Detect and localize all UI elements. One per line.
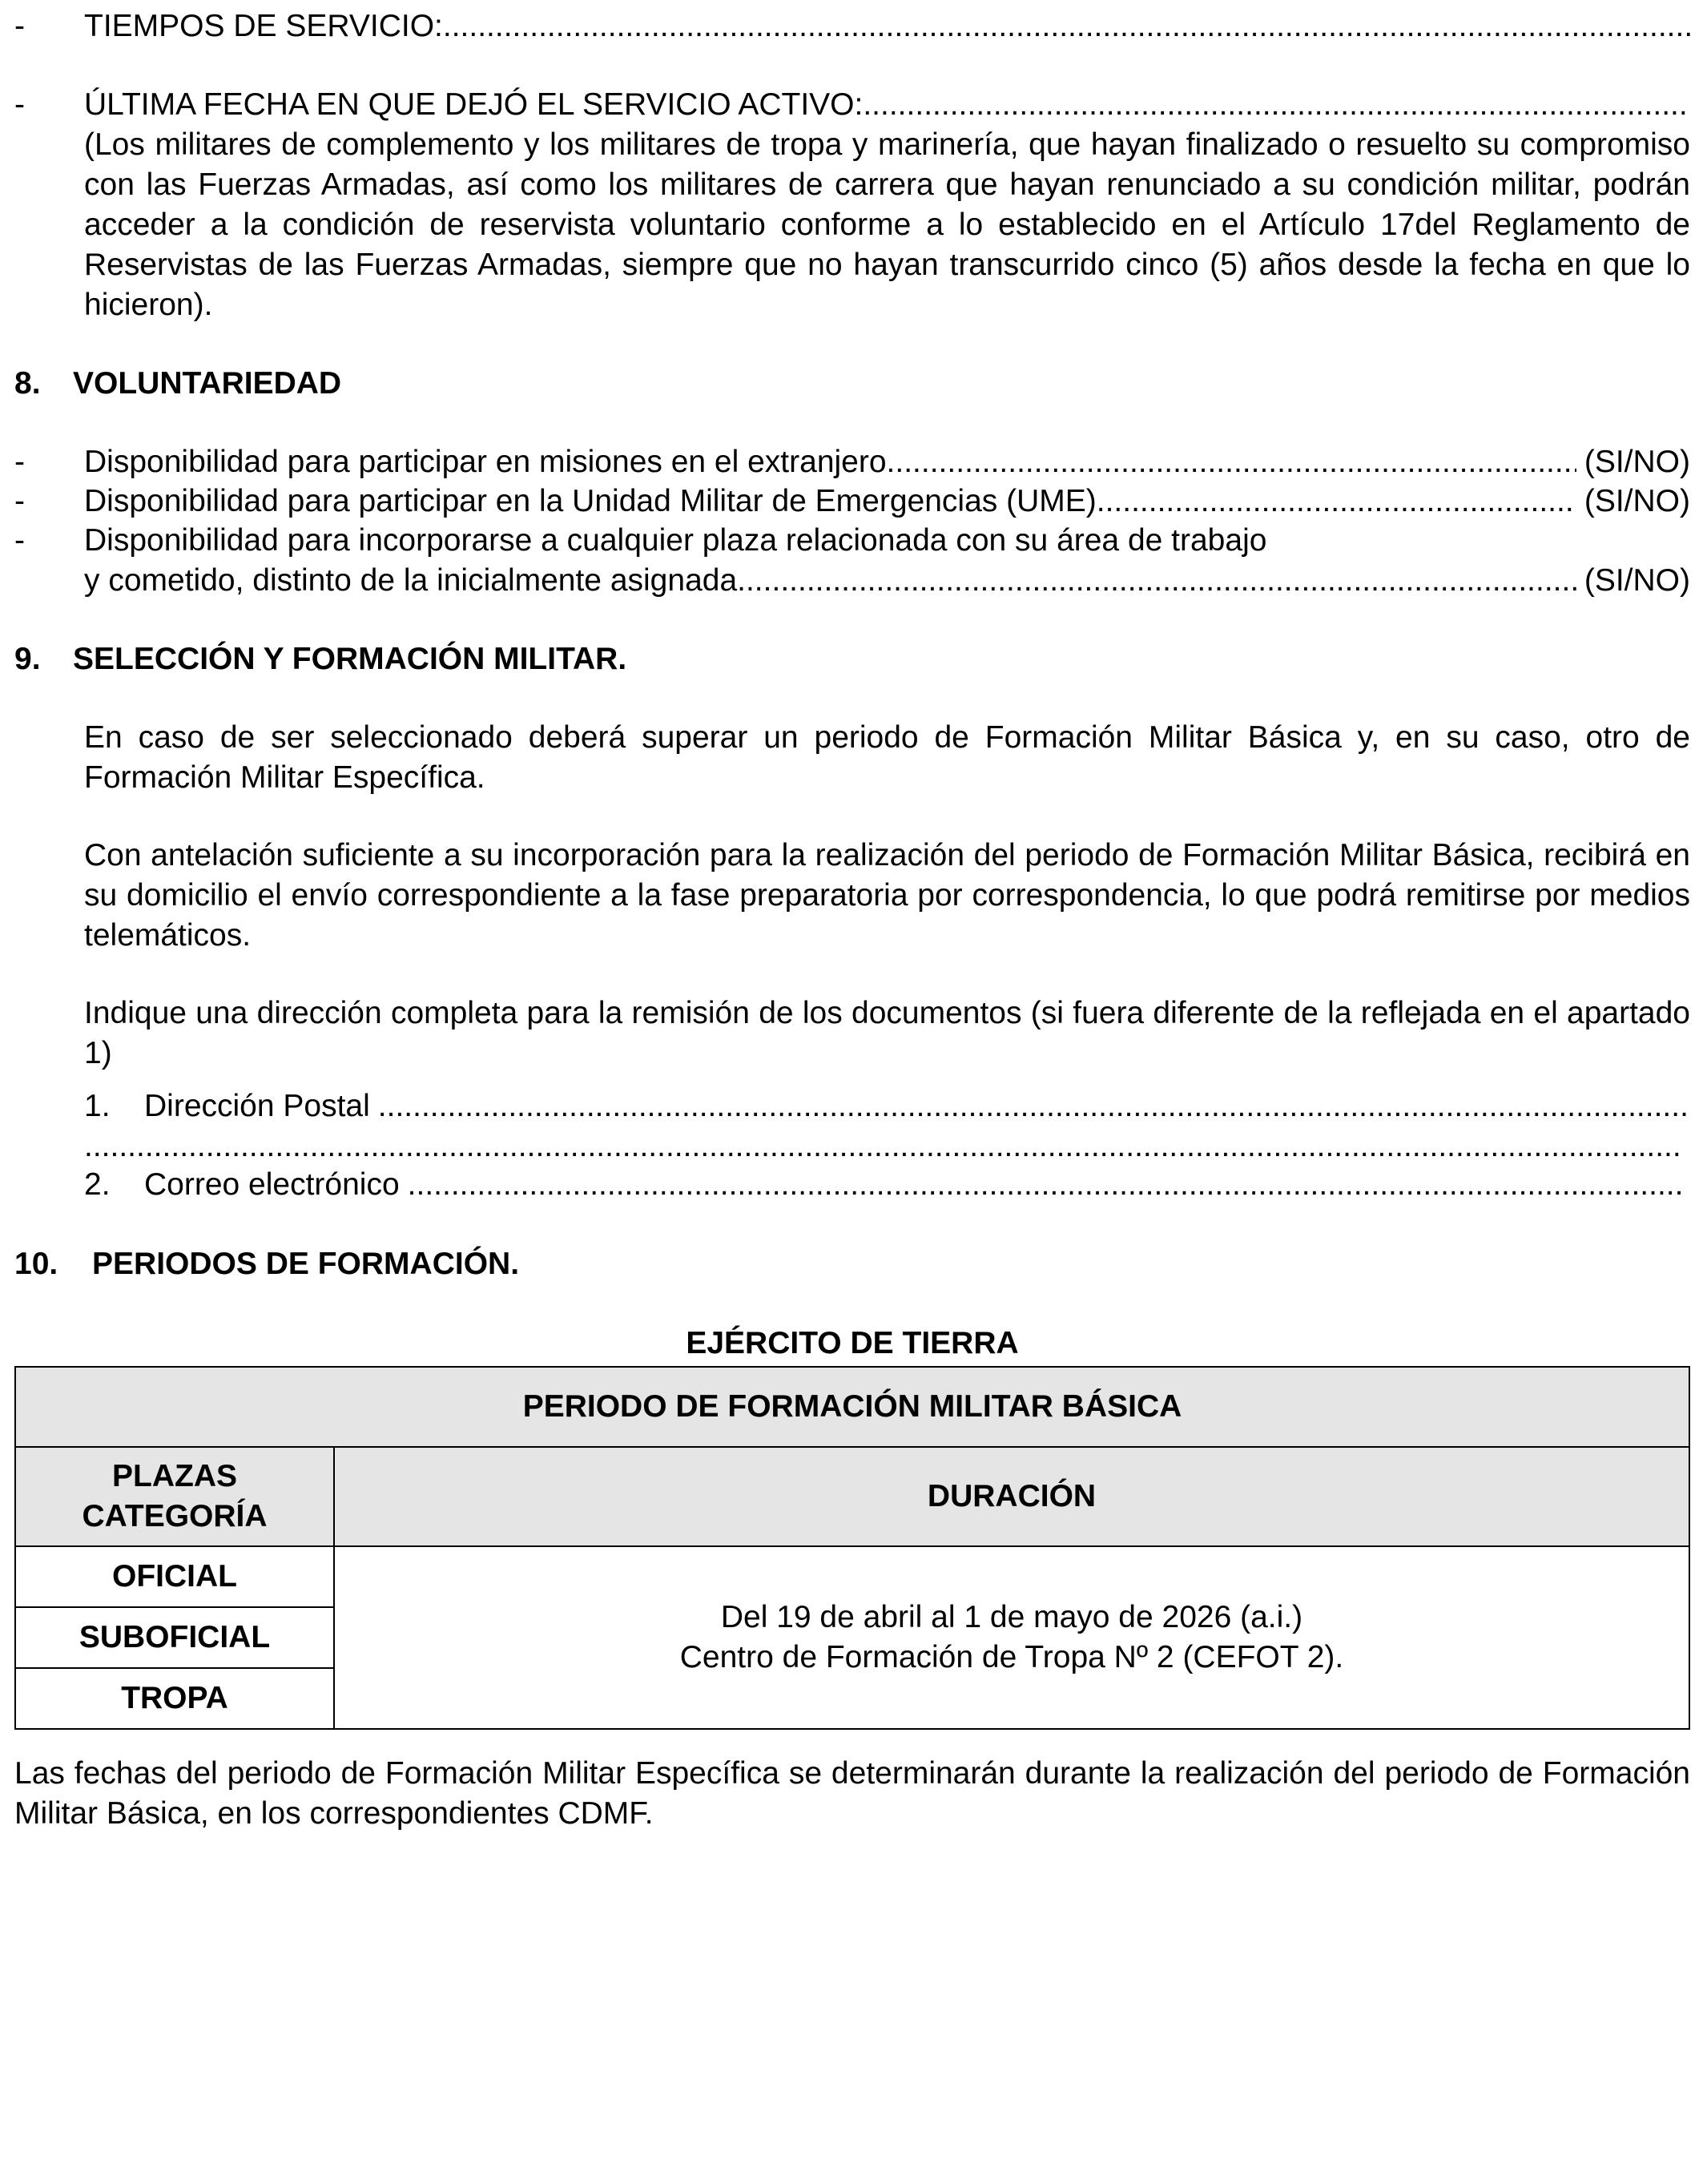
section-10-heading (14, 1244, 520, 1284)
bullet-dash: - (14, 445, 25, 479)
column-header-plazas (15, 1447, 334, 1546)
voluntariedad-item-2 (14, 482, 1690, 522)
duration-dates: Del 19 de abril al 1 de mayo de 2026 (a.i.) (720, 1600, 1303, 1634)
duration-cell (334, 1546, 1689, 1729)
answer-si-no-3: (SI/NO) (1584, 563, 1690, 598)
column-header-plazas-line2: CATEGORÍA (82, 1499, 268, 1533)
direccion-postal-label: Dirección Postal (144, 1089, 370, 1123)
section-9-heading (14, 639, 627, 679)
section-9-paragraph-3: Indique una dirección completa para la remisión de los documentos (si fuera diferente de la reflejada en el apartado 1) (84, 996, 1690, 1070)
field-number-1: 1. (84, 1089, 111, 1123)
section-9-paragraph-2: Con antelación suficiente a su incorporación para la realización del periodo de Formación Militar Básica, recibirá en su domicilio el envío correspondiente a la fase preparatoria por correspondencia, lo que podrá remitirse por medios telemáticos. (84, 838, 1690, 953)
fill-dots (737, 561, 1576, 601)
fill-dots (400, 1165, 1684, 1205)
tiempos-servicio-label: TIEMPOS DE SERVICIO: (84, 9, 443, 43)
section-9-number: 9. (14, 642, 41, 676)
answer-si-no-1: (SI/NO) (1584, 445, 1690, 479)
field-number-2: 2. (84, 1167, 111, 1202)
voluntariedad-label-1: Disponibilidad para participar en misiones en el extranjero (84, 445, 887, 479)
ultima-fecha-label: ÚLTIMA FECHA EN QUE DEJÓ EL SERVICIO ACTIVO: (84, 87, 864, 122)
answer-si-no-2: (SI/NO) (1584, 484, 1690, 518)
voluntariedad-item-1 (14, 442, 1690, 482)
fill-dots (84, 1126, 1684, 1167)
voluntariedad-item-3 (14, 521, 1690, 601)
duration-center: Centro de Formación de Tropa Nº 2 (CEFOT 2). (679, 1640, 1344, 1674)
section-8-number: 8. (14, 366, 41, 401)
correo-electronico-label: Correo electrónico (144, 1167, 400, 1202)
direccion-postal-field (84, 1086, 1690, 1167)
section-9-title: SELECCIÓN Y FORMACIÓN MILITAR. (73, 642, 627, 676)
column-header-plazas-line1: PLAZAS (112, 1459, 237, 1493)
category-tropa: TROPA (15, 1668, 334, 1729)
ejercito-subtitle: EJÉRCITO DE TIERRA (686, 1326, 1019, 1360)
table-header: PERIODO DE FORMACIÓN MILITAR BÁSICA (15, 1367, 1689, 1447)
fill-dots (863, 85, 1690, 125)
section-10-title: PERIODOS DE FORMACIÓN. (92, 1247, 520, 1281)
voluntariedad-label-2: Disponibilidad para participar en la Unidad Militar de Emergencias (UME) (84, 484, 1097, 518)
column-header-duracion: DURACIÓN (334, 1447, 1689, 1546)
section-10-number: 10. (14, 1247, 58, 1281)
correo-electronico-field (84, 1165, 1684, 1205)
fill-dots (443, 6, 1690, 46)
bullet-dash: - (14, 9, 25, 43)
category-oficial: OFICIAL (15, 1546, 334, 1607)
bullet-dash: - (14, 484, 25, 518)
footer-note: Las fechas del periodo de Formación Militar Específica se determinarán durante la realización del periodo de Formación Militar Básica, en los correspondientes CDMF. (14, 1756, 1690, 1831)
fill-dots (370, 1086, 1690, 1126)
fill-dots (1097, 482, 1576, 522)
bullet-dash: - (14, 523, 25, 558)
section-8-heading (14, 364, 342, 404)
tiempos-servicio-row (14, 6, 1690, 46)
section-9-paragraph-1: En caso de ser seleccionado deberá superar un periodo de Formación Militar Básica y, en su caso, otro de Formación Militar Específica. (84, 720, 1690, 795)
category-suboficial: SUBOFICIAL (15, 1607, 334, 1668)
voluntariedad-label-3: Disponibilidad para incorporarse a cualquier plaza relacionada con su área de trabajo (84, 523, 1267, 558)
bullet-dash: - (14, 87, 25, 122)
section-8-title: VOLUNTARIEDAD (73, 366, 342, 401)
formacion-table (14, 1366, 1690, 1730)
ultima-fecha-note: (Los militares de complemento y los militares de tropa y marinería, que hayan finalizado o resuelto su compromiso con las Fuerzas Armadas, así como los militares de carrera que hayan renunciado a su condición militar, podrán acceder a la condición de reservista voluntario conforme a lo establecido en el Artículo 17del Reglamento de Reservistas de las Fuerzas Armadas, siempre que no hayan transcurrido cinco (5) años desde la fecha en que lo hicieron). (84, 127, 1690, 322)
fill-dots (887, 442, 1576, 482)
voluntariedad-label-3b: y cometido, distinto de la inicialmente asignada (84, 563, 738, 598)
